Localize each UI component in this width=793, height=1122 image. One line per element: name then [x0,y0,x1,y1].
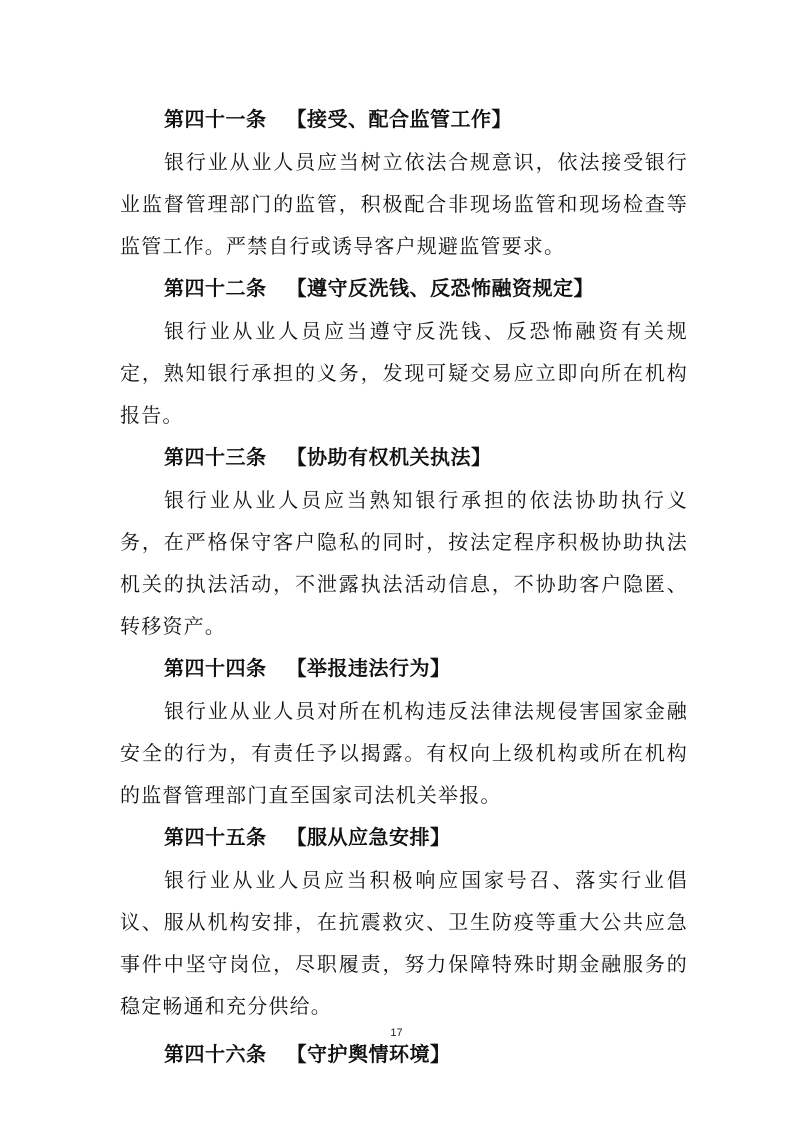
article-42-title: 【遵守反洗钱、反恐怖融资规定】 [286,276,594,300]
article-46-title: 【守护舆情环境】 [286,1042,451,1066]
article-43-heading [120,436,688,479]
article-43-title: 【协助有权机关执法】 [286,445,492,469]
article-45-body: 银行业从业人员应当积极响应国家号召、落实行业倡议、服从机构安排，在抗震救灾、卫生防疫等重大公共应急事件中坚守岗位，尽职履责，努力保障特殊时期金融服务的稳定畅通和充分供给。 [120,868,688,1018]
article-42-heading [120,267,688,310]
article-44-number: 第四十四条 [164,656,267,680]
article-41-number: 第四十一条 [164,107,267,131]
article-45-title: 【服从应急安排】 [286,825,451,849]
article-43-number: 第四十三条 [164,445,267,469]
article-44-heading [120,647,688,690]
article-46-number: 第四十六条 [164,1042,267,1066]
page-number: 17 [390,1027,403,1039]
article-41-heading [120,98,688,141]
article-44-title: 【举报违法行为】 [286,656,451,680]
article-44-body: 银行业从业人员对所在机构违反法律法规侵害国家金融安全的行为，有责任予以揭露。有权向上级机构或所在机构的监督管理部门直至国家司法机关举报。 [120,699,688,807]
article-45-number: 第四十五条 [164,825,267,849]
article-45-heading [120,816,688,859]
article-46-heading [120,1033,688,1076]
article-42-body: 银行业从业人员应当遵守反洗钱、反恐怖融资有关规定，熟知银行承担的义务，发现可疑交易应立即向所在机构报告。 [120,319,688,427]
article-41-title: 【接受、配合监管工作】 [286,107,512,131]
document-body [120,98,688,1076]
article-41-body: 银行业从业人员应当树立依法合规意识，依法接受银行业监督管理部门的监管，积极配合非现场监管和现场检查等监管工作。严禁自行或诱导客户规避监管要求。 [120,150,688,258]
article-43-body: 银行业从业人员应当熟知银行承担的依法协助执行义务，在严格保守客户隐私的同时，按法定程序积极协助执法机关的执法活动，不泄露执法活动信息，不协助客户隐匿、转移资产。 [120,488,688,638]
article-42-number: 第四十二条 [164,276,267,300]
